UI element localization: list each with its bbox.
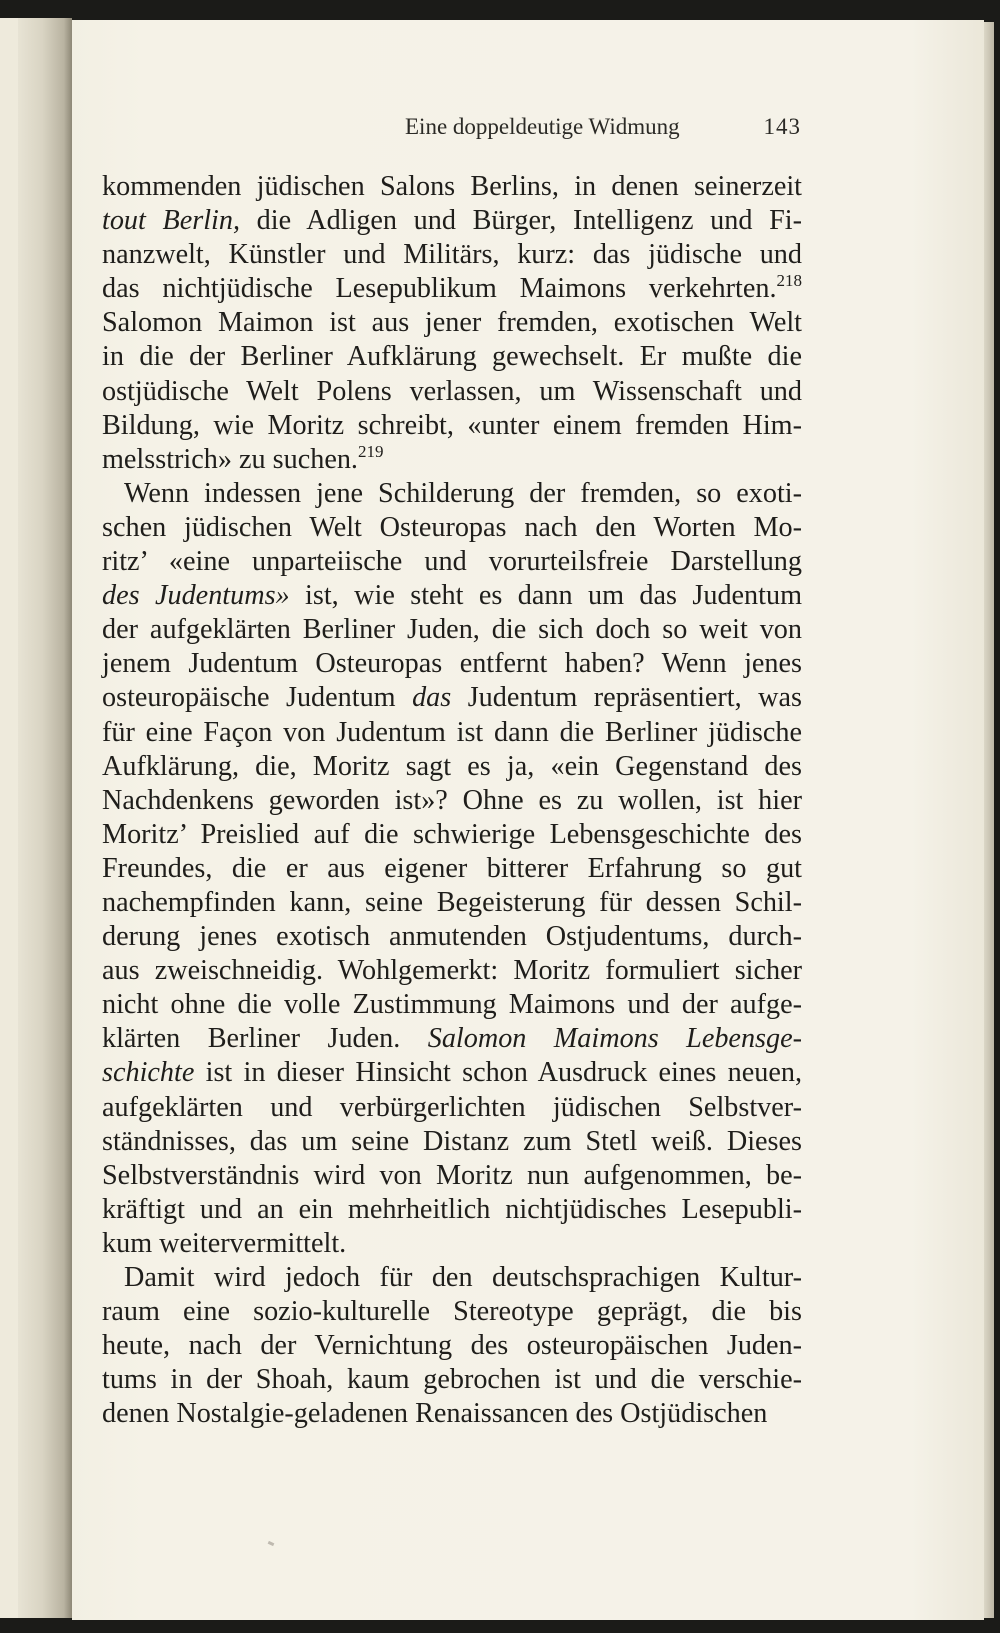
text-line: der aufgeklärten Berliner Juden, die sich doch so weit von xyxy=(102,614,802,646)
text-line: Bildung, wie Moritz schreibt, «unter einem fremden Him- xyxy=(102,409,802,441)
text-line: Wenn indessen jene Schilderung der fremden, so exoti- xyxy=(124,477,802,509)
text-line: ritz’ «eine unparteiische und vorurteilsfreie Darstellung xyxy=(102,546,802,578)
text-line: melsstrich» zu suchen.$^{219}$ xyxy=(102,441,384,475)
paragraph xyxy=(102,477,802,1261)
text-line: Salomon Maimon ist aus jener fremden, exotischen Welt xyxy=(102,307,802,339)
italic-text: das xyxy=(412,682,452,714)
italic-text: tout Berlin, xyxy=(102,205,241,237)
text-line: nachempfinden kann, seine Begeisterung für dessen Schil- xyxy=(102,886,802,918)
text-line: aus zweischneidig. Wohlgemerkt: Moritz formuliert sicher xyxy=(102,955,802,987)
text-line: aufgeklärten und verbürgerlichten jüdischen Selbstver- xyxy=(102,1091,802,1123)
book-gutter xyxy=(18,18,72,1618)
text-line: Freundes, die er aus eigener bitterer Erfahrung so gut xyxy=(102,852,802,884)
text-line: nicht ohne die volle Zustimmung Maimons und der aufge- xyxy=(102,989,802,1021)
text-line: ständnisses, das um seine Distanz zum Stetl weiß. Dieses xyxy=(102,1125,802,1157)
text-line: raum eine sozio-kulturelle Stereotype geprägt, die bis xyxy=(102,1296,802,1328)
text-line: jenem Judentum Osteuropas entfernt haben? Wenn jenes xyxy=(102,648,802,680)
page-edge-right xyxy=(984,22,994,1618)
text-line: das nichtjüdische Lesepublikum Maimons verkehrten.$^{218}$ xyxy=(102,271,802,305)
text-line: nanzwelt, Künstler und Militärs, kurz: das jüdische und xyxy=(102,239,802,271)
page-number: 143 xyxy=(763,114,801,139)
text-line: schen jüdischen Welt Osteuropas nach den Worten Mo- xyxy=(102,511,802,543)
text-line: tout Berlin, die Adligen und Bürger, Intelligenz und Fi- xyxy=(102,205,802,237)
text-line: derung jenes exotisch anmutenden Ostjudentums, durch- xyxy=(102,921,802,953)
italic-text: Salomon Maimons Lebensge- xyxy=(427,1023,803,1055)
text-line: kräftigt und an ein mehrheitlich nichtjüdisches Lesepubli- xyxy=(102,1193,802,1225)
running-head-title: Eine doppeldeutige Widmung xyxy=(405,114,680,139)
text-line: kum weitervermittelt. xyxy=(102,1227,347,1259)
text-line: schichte ist in dieser Hinsicht schon Ausdruck eines neuen, xyxy=(102,1057,802,1089)
text-line: osteuropäische Judentum das Judentum repräsentiert, was xyxy=(102,682,802,714)
body-text xyxy=(102,170,802,1431)
text-line: klärten Berliner Juden. Salomon Maimons Lebensge- xyxy=(102,1023,803,1055)
italic-text: des Judentums» xyxy=(102,580,290,612)
italic-text: schichte xyxy=(102,1057,195,1089)
text-line: Nachdenkens geworden ist»? Ohne es zu wollen, ist hier xyxy=(102,784,802,816)
paragraph xyxy=(102,1261,802,1431)
text-line: Selbstverständnis wird von Moritz nun aufgenommen, be- xyxy=(102,1159,802,1191)
text-line: ostjüdische Welt Polens verlassen, um Wissenschaft und xyxy=(102,375,802,407)
text-line: Moritz’ Preislied auf die schwierige Lebensgeschichte des xyxy=(102,818,802,850)
text-line: tums in der Shoah, kaum gebrochen ist und die verschie- xyxy=(102,1364,802,1396)
adjacent-page-edge xyxy=(0,18,18,1618)
text-line: Damit wird jedoch für den deutschsprachigen Kultur- xyxy=(124,1262,802,1293)
text-line: heute, nach der Vernichtung des osteuropäischen Juden- xyxy=(102,1330,802,1362)
footnote-marker[interactable]: 218 xyxy=(776,271,802,291)
text-line: für eine Façon von Judentum ist dann die Berliner jüdische xyxy=(102,716,802,748)
paragraph xyxy=(102,170,802,477)
text-line: denen Nostalgie-geladenen Renaissancen des Ostjüdischen xyxy=(102,1398,768,1430)
text-line: in die der Berliner Aufklärung gewechselt. Er mußte die xyxy=(102,341,802,373)
text-line: des Judentums» ist, wie steht es dann um das Judentum xyxy=(102,580,802,612)
text-line: Aufklärung, die, Moritz sagt es ja, «ein Gegenstand des xyxy=(102,750,802,782)
text-line: kommenden jüdischen Salons Berlins, in denen seinerzeit xyxy=(102,171,802,202)
footnote-marker[interactable]: 219 xyxy=(357,441,384,461)
